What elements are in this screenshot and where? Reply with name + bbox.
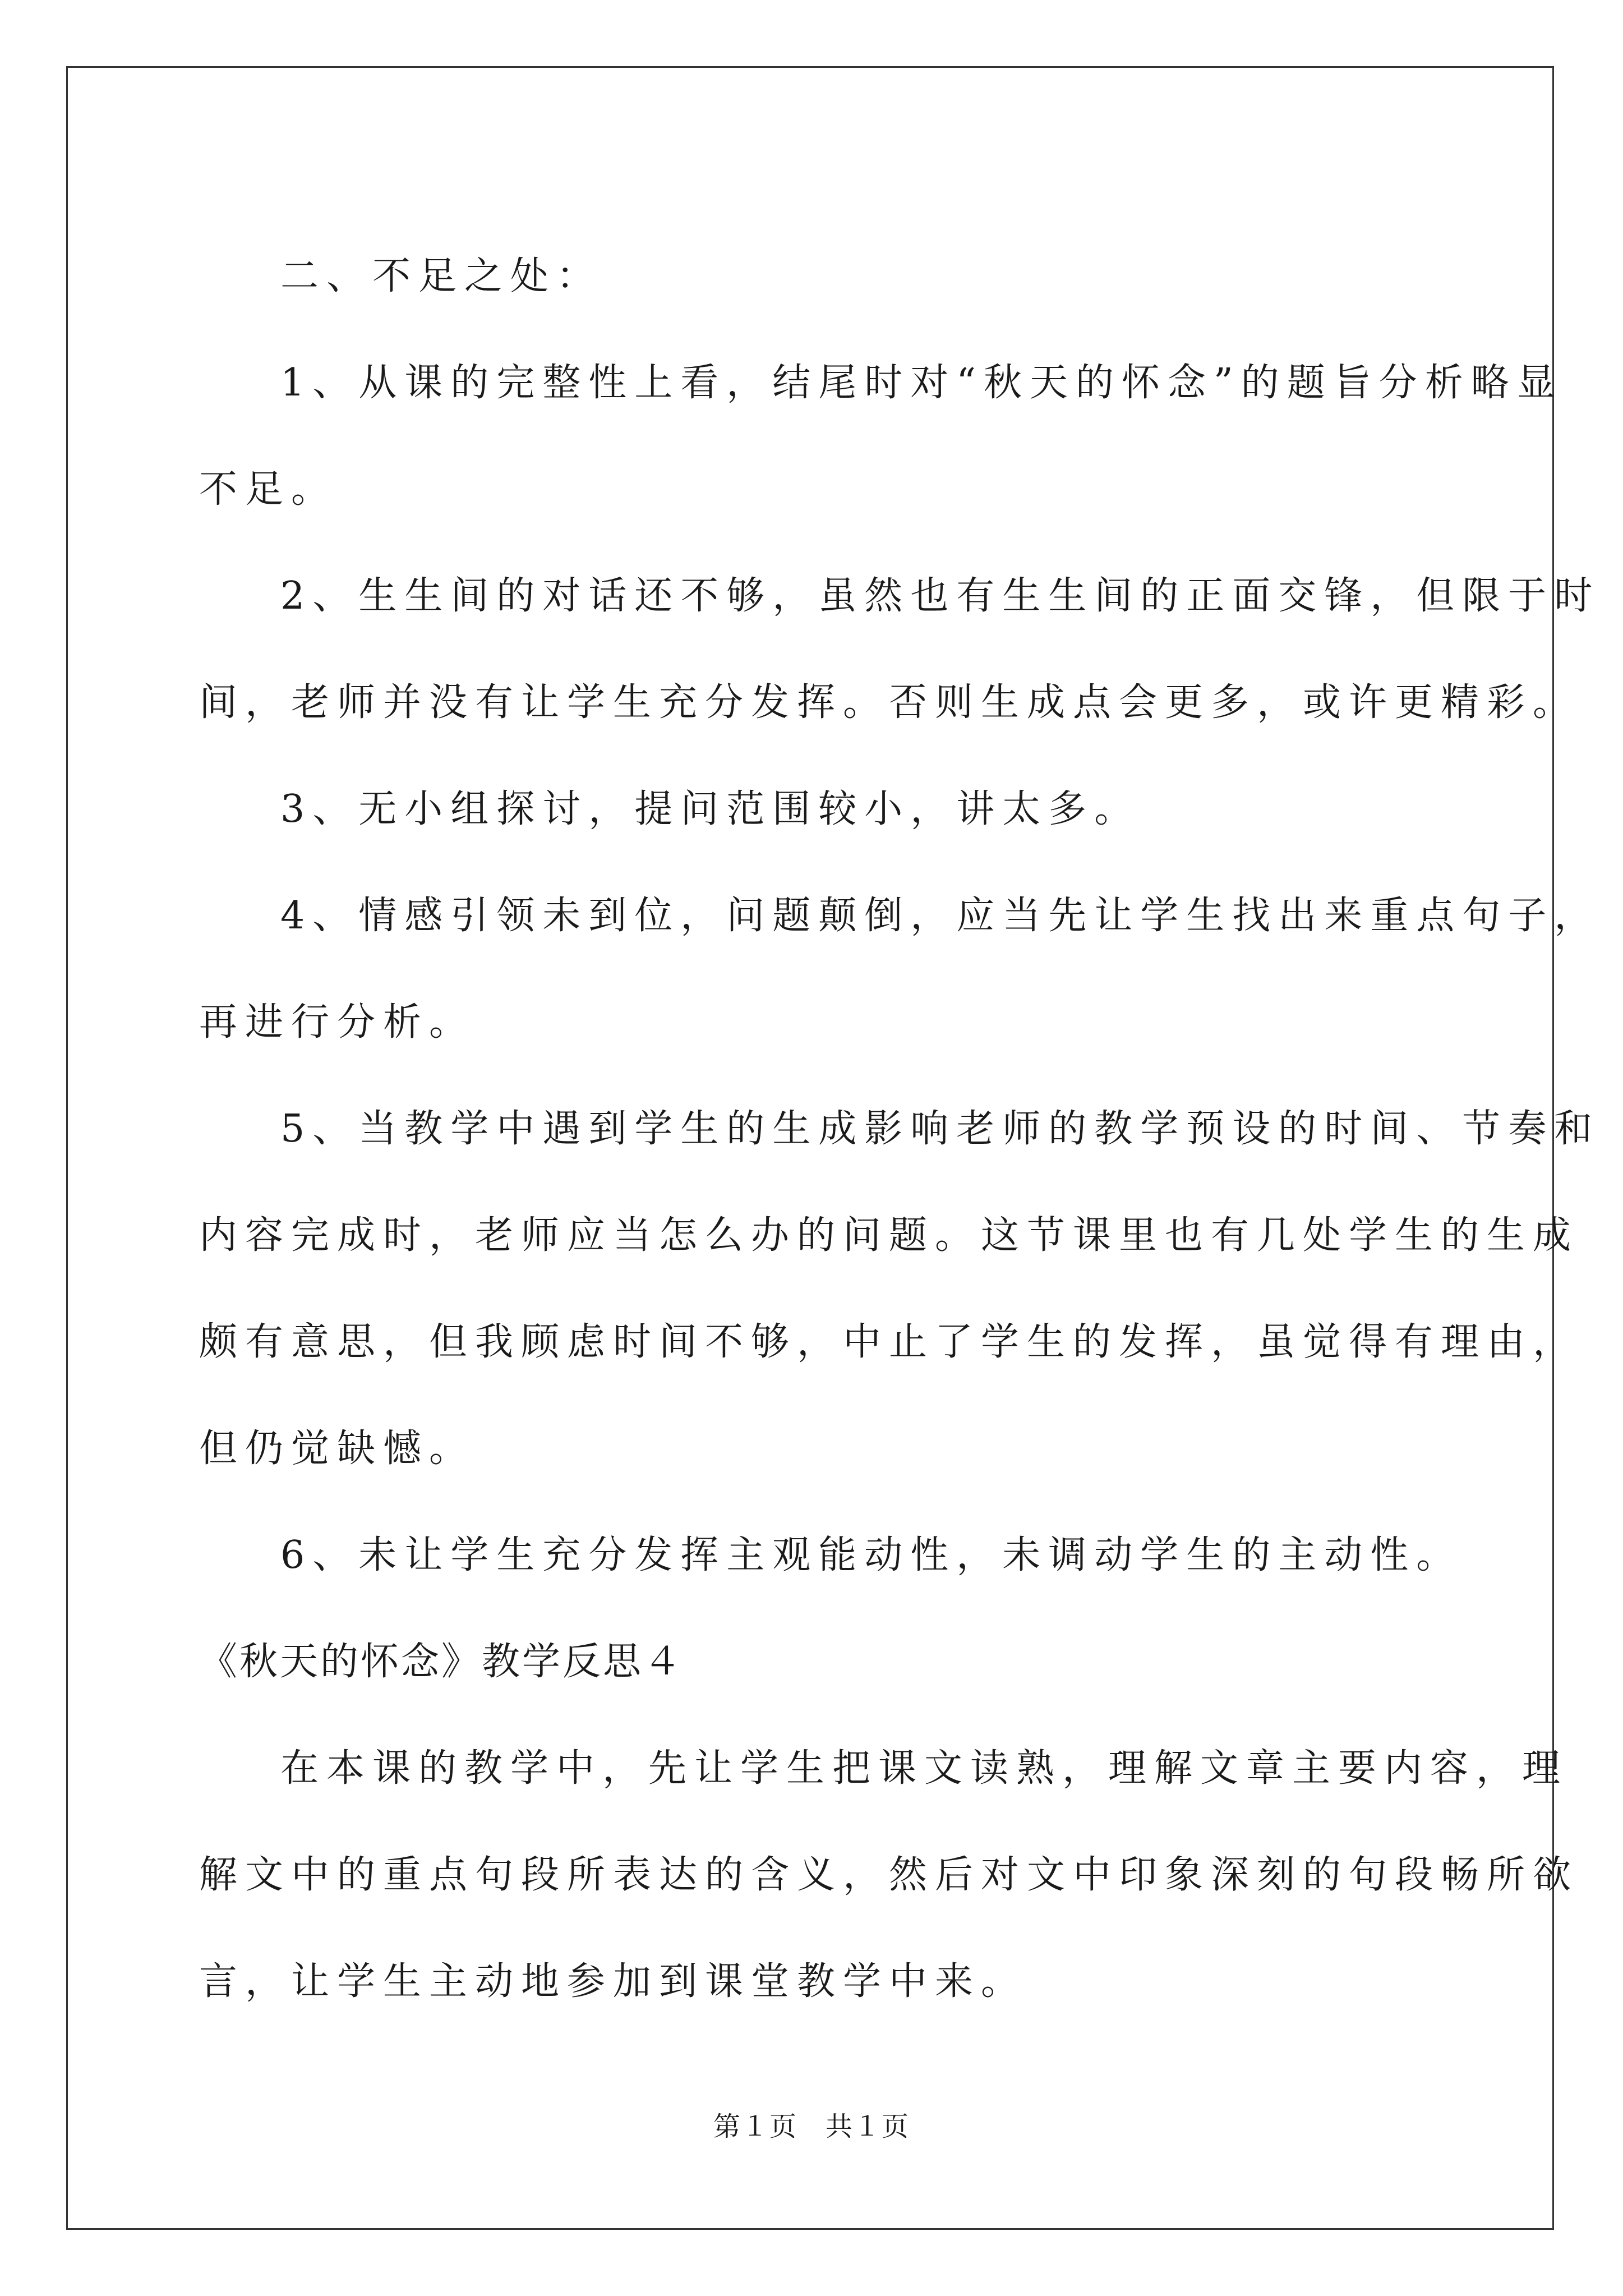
- text-line: 不足。: [199, 467, 338, 512]
- text-line: 内容完成时，老师应当怎么办的问题。这节课里也有几处学生的生成: [199, 1213, 1579, 1258]
- text-line: 2、生生间的对话还不够，虽然也有生生间的正面交锋，但限于时: [280, 574, 1601, 618]
- paragraph: [199, 330, 1563, 543]
- document-body: [199, 223, 1601, 2035]
- text-line: 6、未让学生充分发挥主观能动性，未调动学生的主动性。: [280, 1533, 1463, 1577]
- page-number-current: 第１页: [713, 2111, 797, 2142]
- text-line: 但仍觉缺憾。: [199, 1427, 476, 1471]
- paragraph: [199, 756, 1433, 863]
- paragraph: [199, 863, 1601, 1076]
- page-footer: [0, 2105, 1623, 2143]
- text-line: 二、不足之处：: [280, 254, 603, 298]
- text-line: 5、当教学中遇到学生的生成影响老师的教学预设的时间、节奏和: [280, 1107, 1601, 1151]
- page-number-total: 共１页: [826, 2111, 910, 2142]
- paragraph: [199, 1076, 1601, 1502]
- text-line: 言，让学生主动地参加到课堂教学中来。: [199, 1959, 1027, 2004]
- paragraph: [199, 1715, 1579, 2035]
- heading-text: 《秋天的怀念》教学反思４: [199, 1640, 684, 1684]
- text-line: 3、无小组探讨，提问范围较小，讲太多。: [280, 787, 1141, 831]
- text-line: 解文中的重点句段所表达的含义，然后对文中印象深刻的句段畅所欲: [199, 1853, 1579, 1897]
- text-line: 颇有意思，但我顾虑时间不够，中止了学生的发挥，虽觉得有理由，: [199, 1320, 1579, 1364]
- section-heading: [199, 1609, 1433, 1715]
- text-line: 再进行分析。: [199, 1000, 476, 1045]
- text-line: 4、情感引领未到位，问题颠倒，应当先让学生找出来重点句子，: [280, 894, 1601, 938]
- text-line: 间，老师并没有让学生充分发挥。否则生成点会更多，或许更精彩。: [199, 680, 1579, 725]
- paragraph: [199, 543, 1601, 756]
- paragraph: [199, 1502, 1463, 1609]
- paragraph: [199, 223, 1433, 330]
- text-line: 1、从课的完整性上看，结尾时对“秋天的怀念”的题旨分析略显: [280, 361, 1563, 405]
- text-line: 在本课的教学中，先让学生把课文读熟，理解文章主要内容，理: [280, 1746, 1569, 1791]
